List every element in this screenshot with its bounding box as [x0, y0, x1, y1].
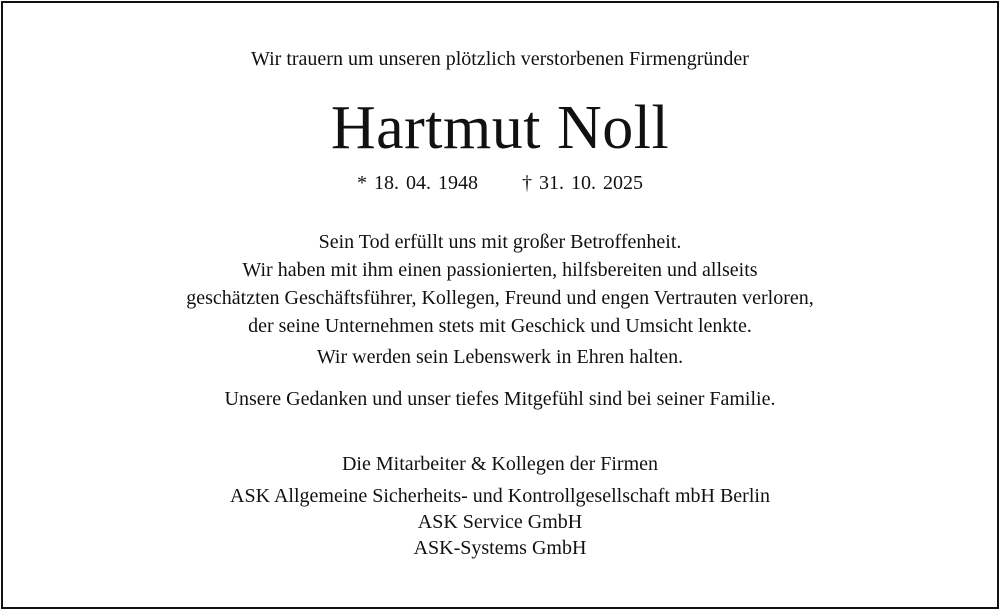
company-name: ASK Service GmbH	[417, 511, 583, 533]
company-list	[0, 483, 1000, 561]
tribute-paragraph	[0, 228, 1000, 340]
tribute-line: Sein Tod erfüllt uns mit großer Betroffenheit.	[318, 231, 682, 253]
legacy-text: Wir werden sein Lebenswerk in Ehren halten.	[316, 346, 684, 368]
life-dates	[0, 170, 1000, 196]
intro-text: Wir trauern um unseren plötzlich verstorbenen Firmengründer	[251, 48, 749, 70]
deceased-name: Hartmut Noll	[330, 94, 670, 162]
birth-date: * 18. 04. 1948	[357, 172, 478, 194]
signatory-text: Die Mitarbeiter & Kollegen der Firmen	[341, 453, 658, 475]
company-name: ASK-Systems GmbH	[413, 537, 587, 559]
tribute-line: der seine Unternehmen stets mit Geschick und Umsicht lenkte.	[248, 315, 752, 337]
company-name: ASK Allgemeine Sicherheits- und Kontrollgesellschaft mbH Berlin	[230, 485, 770, 507]
tribute-line: Wir haben mit ihm einen passionierten, hilfsbereiten und allseits	[242, 259, 758, 281]
tribute-line: geschätzten Geschäftsführer, Kollegen, Freund und engen Vertrauten verloren,	[186, 287, 814, 309]
death-date: † 31. 10. 2025	[522, 172, 643, 194]
sympathy-text: Unsere Gedanken und unser tiefes Mitgefühl sind bei seiner Familie.	[224, 388, 776, 410]
